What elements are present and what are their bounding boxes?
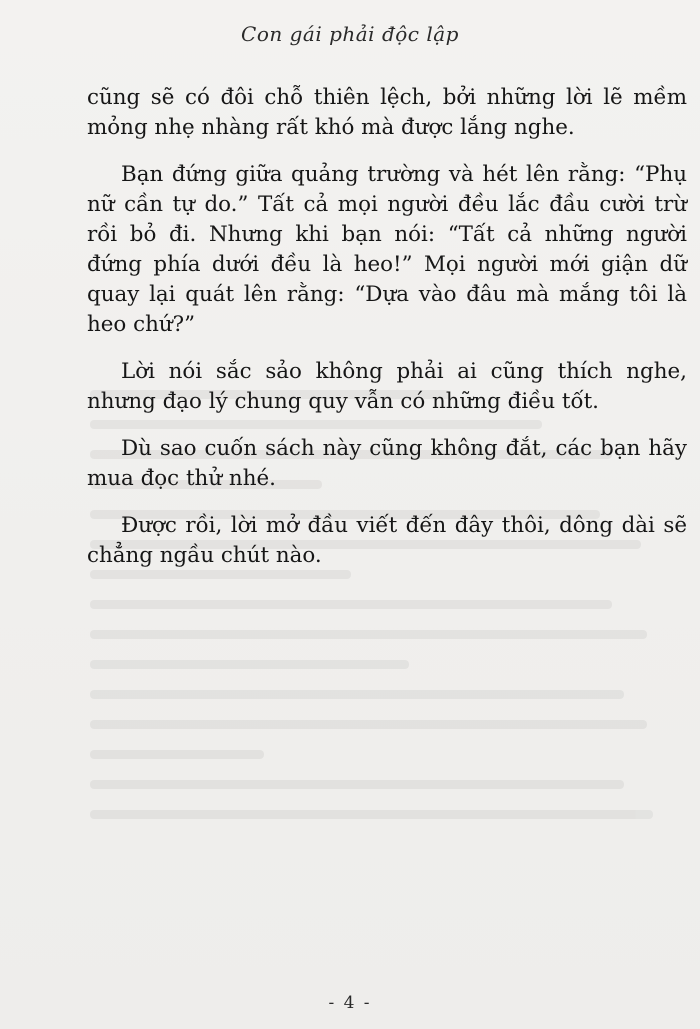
page-number: - 4 - [328, 993, 372, 1013]
paragraph: Bạn đứng giữa quảng trường và hét lên rằng: “Phụ nữ cần tự do.” Tất cả mọi người đều lắc đầu cười trừ rồi bỏ đi. Nhưng khi bạn nói: “Tất cả những người đứng phía dưới đều là heo!” Mọi người mới giận dữ quay lại quát lên rằng: “Dựa vào đâu mà mắng tôi là heo chứ?” [87, 162, 687, 337]
running-header-title: Con gái phải độc lập [241, 22, 459, 46]
paragraph: Được rồi, lời mở đầu viết đến đây thôi, dông dài sẽ chẳng ngầu chút nào. [87, 513, 687, 568]
paragraph: Lời nói sắc sảo không phải ai cũng thích nghe, nhưng đạo lý chung quy vẫn có những điều tốt. [87, 359, 687, 414]
body-text [87, 83, 687, 588]
paragraph: cũng sẽ có đôi chỗ thiên lệch, bởi những lời lẽ mềm mỏng nhẹ nhàng rất khó mà được lắng nghe. [87, 85, 687, 140]
paragraph: Dù sao cuốn sách này cũng không đắt, các bạn hãy mua đọc thử nhé. [87, 436, 687, 491]
